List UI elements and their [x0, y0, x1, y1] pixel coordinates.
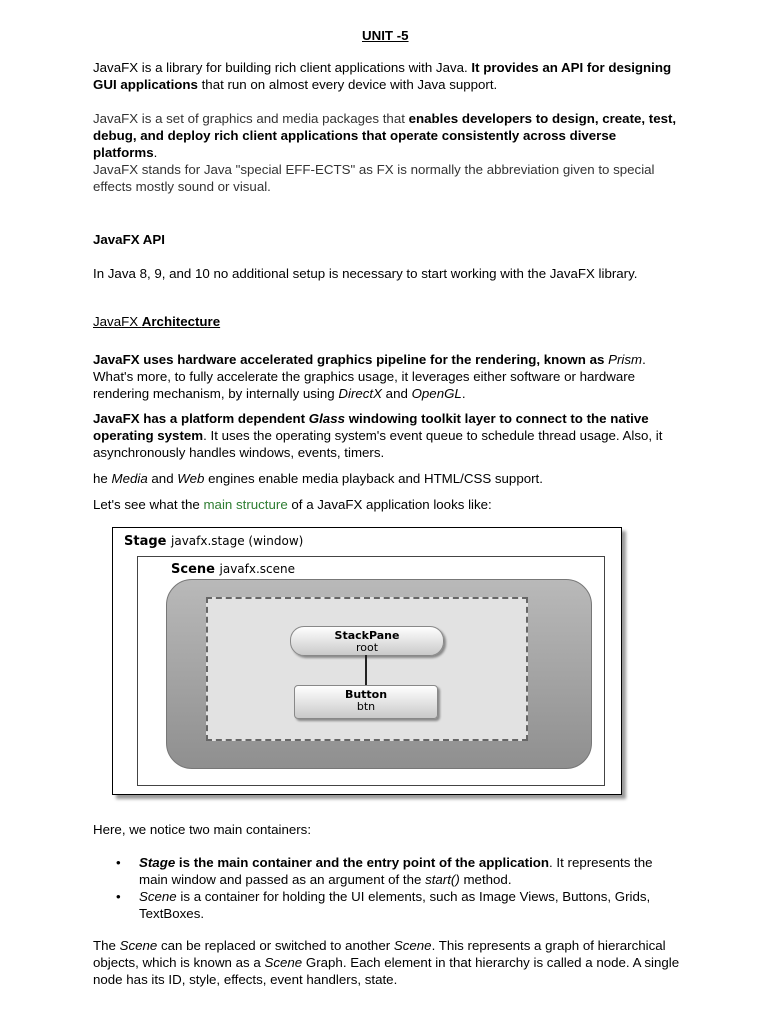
stage-label: Stage javafx.stage (window) — [124, 534, 304, 549]
page-title: UNIT -5 — [362, 28, 409, 43]
main-structure-link[interactable]: main structure — [203, 497, 288, 512]
intro-paragraph-1: JavaFX is a library for building rich client applications with Java. It provides an API for designing GUI applications that run on almost every device with Java support. — [93, 60, 672, 92]
node-connector — [365, 655, 367, 685]
scene-box — [166, 579, 592, 769]
bullet-icon: • — [116, 889, 121, 904]
javafx-structure-figure — [112, 527, 622, 795]
intro-paragraph-3: JavaFX stands for Java "special EFF-ECTS" as FX is normally the abbreviation given to special effects mostly sound or visual. — [93, 162, 655, 194]
scene-graph-paragraph: The Scene can be replaced or switched to another Scene. This represents a graph of hierarchical objects, which is known as a Scene Graph. Each element in that hierarchy is called a node. A single node has its ID, style, effects, event handlers, state. — [93, 938, 680, 987]
list-item: • Stage is the main container and the entry point of the application. It represents the main window and passed as an argument of the start() method. — [116, 855, 653, 887]
containers-intro: Here, we notice two main containers: — [93, 822, 312, 837]
api-paragraph: In Java 8, 9, and 10 no additional setup is necessary to start working with the JavaFX library. — [93, 266, 638, 281]
bullet-icon: • — [116, 855, 121, 870]
stackpane-node: StackPane root — [290, 626, 444, 656]
architecture-paragraph-structure: Let's see what the main structure of a JavaFX application looks like: — [93, 497, 492, 512]
api-heading: JavaFX API — [93, 232, 165, 247]
list-item: • Scene is a container for holding the UI elements, such as Image Views, Buttons, Grids, TextBoxes. — [116, 889, 651, 921]
button-node: Button btn — [294, 685, 438, 719]
architecture-heading: JavaFX Architecture — [93, 314, 221, 329]
intro-paragraph-2: JavaFX is a set of graphics and media packages that enables developers to design, create, test, debug, and deploy rich client applications that operate consistently across diverse platforms. — [93, 111, 677, 160]
architecture-paragraph-prism: JavaFX uses hardware accelerated graphics pipeline for the rendering, known as Prism. What's more, to fully accelerate the graphics usage, it leverages either software or hardware rendering mechanism, by internally using DirectX and OpenGL. — [93, 352, 646, 401]
architecture-paragraph-glass: JavaFX has a platform dependent Glass windowing toolkit layer to connect to the native operating system. It uses the operating system's event queue to schedule thread usage. Also, it asynchronously handles windows, events, timers. — [93, 411, 663, 460]
scene-graph-root-area — [206, 597, 528, 741]
containers-list — [93, 854, 683, 922]
architecture-paragraph-media: he Media and Web engines enable media playback and HTML/CSS support. — [93, 471, 543, 486]
stage-window-frame — [137, 556, 605, 786]
scene-label: Scene javafx.scene — [171, 562, 296, 577]
